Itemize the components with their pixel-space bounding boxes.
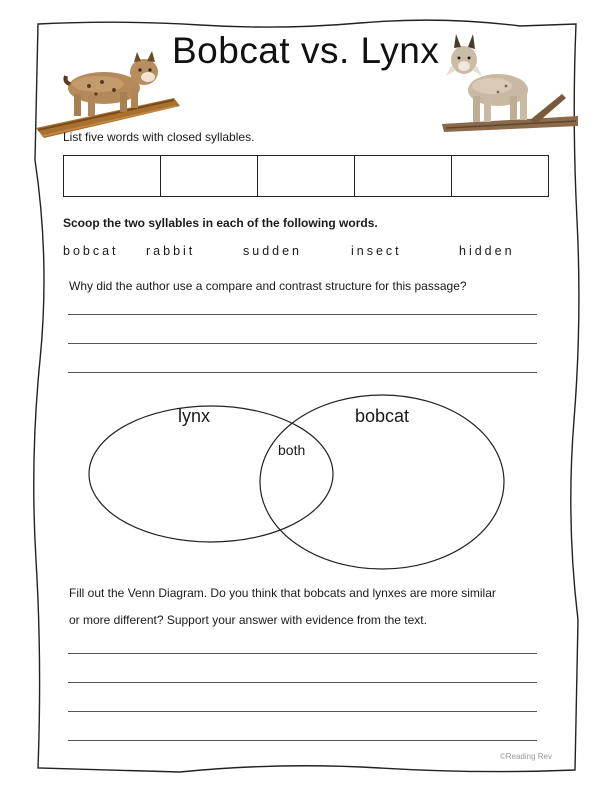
- question-author-structure: Why did the author use a compare and contrast structure for this passage?: [69, 279, 467, 293]
- answer-box[interactable]: [161, 156, 258, 196]
- scoop-word: insect: [351, 244, 402, 258]
- writing-line[interactable]: [68, 740, 537, 741]
- answer-box[interactable]: [258, 156, 355, 196]
- scoop-word: bobcat: [63, 244, 119, 258]
- writing-line[interactable]: [68, 682, 537, 683]
- scoop-word: rabbit: [146, 244, 196, 258]
- scoop-word: sudden: [243, 244, 303, 258]
- venn-circle-left: [89, 406, 333, 542]
- answer-box[interactable]: [64, 156, 161, 196]
- question-closed-syllables: List five words with closed syllables.: [63, 130, 255, 144]
- answer-box[interactable]: [355, 156, 452, 196]
- lynx-photo: [440, 34, 580, 142]
- question-venn-line1: Fill out the Venn Diagram. Do you think that bobcats and lynxes are more similar: [69, 586, 496, 600]
- question-venn-line2: or more different? Support your answer with evidence from the text.: [69, 613, 427, 627]
- writing-line[interactable]: [68, 711, 537, 712]
- venn-label-lynx: lynx: [178, 406, 211, 426]
- question-scoop-syllables: Scoop the two syllables in each of the following words.: [63, 216, 378, 230]
- answer-box[interactable]: [452, 156, 548, 196]
- answer-boxes: [63, 155, 549, 197]
- writing-line[interactable]: [68, 372, 537, 373]
- scoop-word: hidden: [459, 244, 515, 258]
- bobcat-photo: [34, 50, 182, 142]
- writing-line[interactable]: [68, 653, 537, 654]
- page-title: Bobcat vs. Lynx: [172, 30, 440, 71]
- venn-label-both: both: [278, 442, 306, 458]
- writing-line[interactable]: [68, 314, 537, 315]
- writing-line[interactable]: [68, 343, 537, 344]
- copyright-credit: ©Reading Rev: [499, 752, 552, 761]
- venn-label-bobcat: bobcat: [355, 406, 410, 426]
- venn-diagram[interactable]: [80, 390, 520, 580]
